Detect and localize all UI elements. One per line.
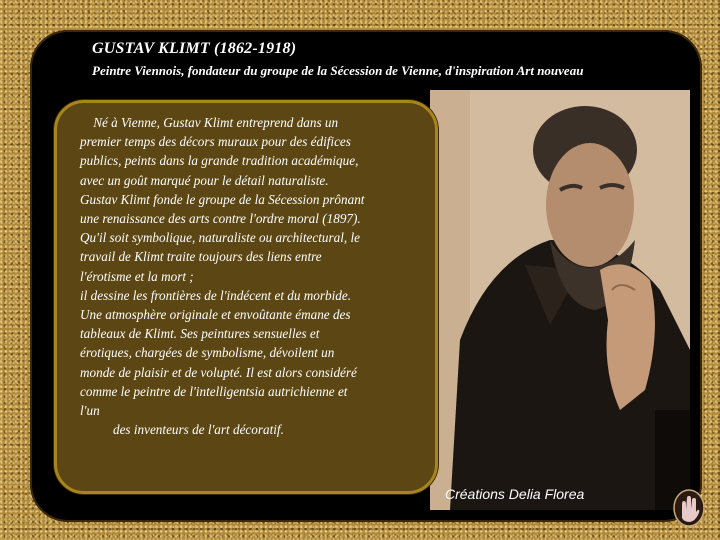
slide-title: GUSTAV KLIMT (1862-1918) [92,40,297,57]
biography-text: Né à Vienne, Gustav Klimt entreprend dans un premier temps des décors muraux pour des édifices publics, peints dans la grande tradition académique, avec un goût marqué pour le détail naturaliste. Gustav Klimt fonde le groupe de la Sécession prônant une renaissance des arts contre l'ordre moral (1897). Qu'il soit symbolique, naturaliste ou architectural, le travail de Klimt traite toujours des liens entre l'érotisme et la mort ; il dessine les frontières de l'indécent et du morbide. Une atmosphère originale et envoûtante émane des tableaux de Klimt. Ses peintures sensuelles et érotiques, chargées de symbolisme, dévoilent un monde de plaisir et de volupté. Il est alors considéré comme le peintre de l'intelligentsia autrichienne et l'un des inventeurs de l'art décoratif. [80,115,365,438]
slide-subtitle: Peintre Viennois, fondateur du groupe de la Sécession de Vienne, d'inspiration Art nouveau [92,63,584,78]
biography-panel [54,100,438,494]
hand-signature-icon[interactable] [672,488,706,528]
author-credit: Créations Delia Florea [445,486,585,502]
portrait-illustration [430,90,690,510]
portrait-photo [430,90,690,510]
